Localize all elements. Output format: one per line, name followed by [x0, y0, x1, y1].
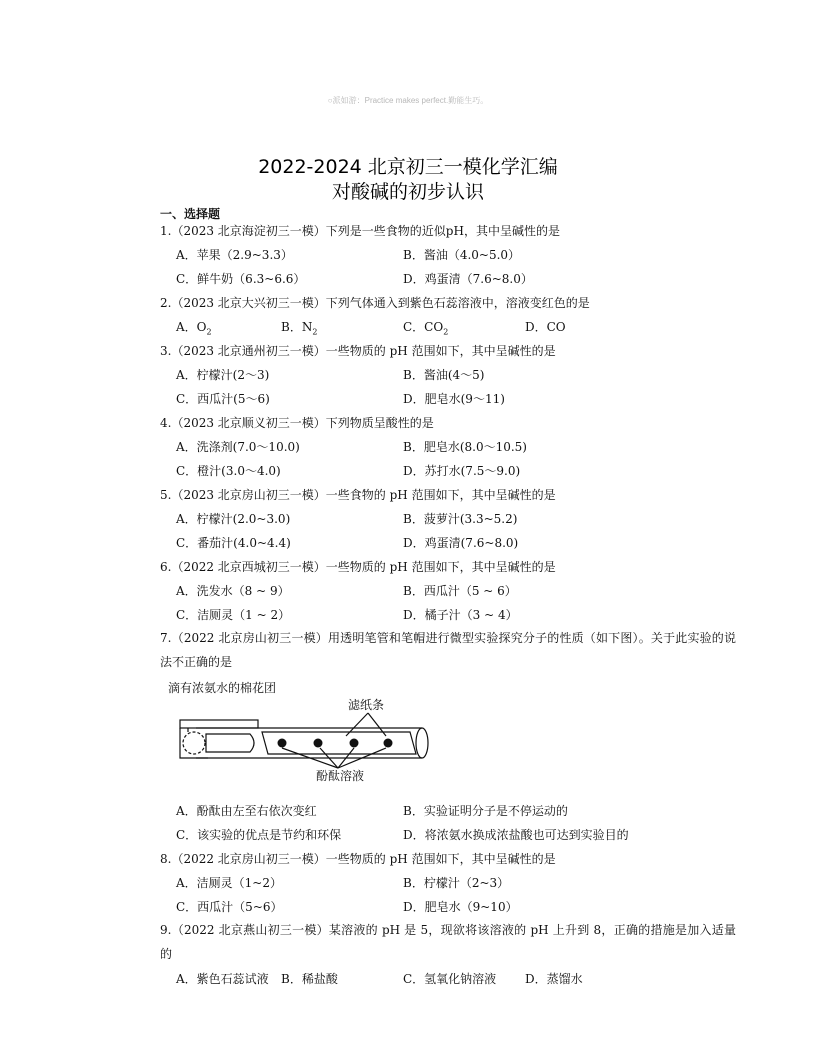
question-8-option-d: D．肥皂水（9~10） — [403, 900, 518, 914]
filter-strip-label: 滤纸条 — [348, 698, 385, 712]
question-1-stem: 1.（2023 北京海淀初三一模）下列是一些食物的近似pH，其中呈碱性的是 — [160, 224, 560, 238]
phenolphthalein-drop — [384, 739, 393, 748]
question-2-option-d: D．CO — [525, 320, 566, 334]
question-7-option-d: D．将浓氨水换成浓盐酸也可达到实验目的 — [403, 828, 629, 842]
question-6-option-b: B．西瓜汁（5 ~ 6） — [403, 584, 517, 598]
question-3-option-a: A．柠檬汁(2～3) — [176, 368, 270, 382]
phenolphthalein-drop — [278, 739, 287, 748]
question-6-option-d: D．橘子汁（3 ~ 4） — [403, 608, 518, 622]
question-1-option-c: C．鲜牛奶（6.3~6.6） — [176, 272, 306, 286]
question-9-option-c: C．氢氧化钠溶液 — [403, 972, 497, 986]
question-9-option-b: B．稀盐酸 — [281, 972, 338, 986]
question-4-option-a: A．洗涤剂(7.0～10.0) — [176, 440, 300, 454]
question-5-option-a: A．柠檬汁(2.0~3.0) — [176, 512, 291, 526]
pen-cap-clip — [180, 720, 258, 728]
question-1-option-d: D．鸡蛋清（7.6~8.0） — [403, 272, 533, 286]
question-8-stem: 8.（2022 北京房山初三一模）一些物质的 pH 范围如下，其中呈碱性的是 — [160, 852, 556, 866]
section-heading: 一、选择题 — [160, 207, 221, 221]
question-5-stem: 5.（2023 北京房山初三一模）一些食物的 pH 范围如下，其中呈碱性的是 — [160, 488, 556, 502]
question-9-option-d: D．蒸馏水 — [525, 972, 583, 986]
question-3-option-d: D．肥皂水(9～11) — [403, 392, 505, 406]
question-3-option-c: C．西瓜汁(5～6) — [176, 392, 270, 406]
cotton-ball — [183, 732, 205, 754]
question-1-option-a: A．苹果（2.9~3.3） — [176, 248, 293, 262]
question-4-option-b: B．肥皂水(8.0～10.5) — [403, 440, 527, 454]
question-5-option-d: D．鸡蛋清(7.6~8.0) — [403, 536, 519, 550]
question-2-option-c: C．$CO_2$ — [403, 320, 449, 337]
watermark: ○派如游：Practice makes perfect.勤能生巧。 — [327, 96, 489, 105]
question-4-option-c: C．橙汁(3.0～4.0) — [176, 464, 281, 478]
question-8-option-a: A．洁厕灵（1~2） — [176, 876, 282, 890]
question-4-stem: 4.（2023 北京顺义初三一模）下列物质呈酸性的是 — [160, 416, 434, 430]
pen-tip — [206, 734, 254, 752]
question-7-stem: 7.（2022 北京房山初三一模）用透明笔管和笔帽进行微型实验探究分子的性质（如下图）。关于此实验的说法不正确的是 — [160, 631, 736, 669]
question-6-option-c: C．洁厕灵（1 ~ 2） — [176, 608, 291, 622]
phenolphthalein-drop — [314, 739, 323, 748]
question-3-stem: 3.（2023 北京通州初三一模）一些物质的 pH 范围如下，其中呈碱性的是 — [160, 344, 556, 358]
question-6-option-a: A．洗发水（8 ~ 9） — [176, 584, 290, 598]
question-4-option-d: D．苏打水(7.5～9.0) — [403, 464, 521, 478]
question-6-stem: 6.（2022 北京西城初三一模）一些物质的 pH 范围如下，其中呈碱性的是 — [160, 560, 556, 574]
question-1-option-b: B．酱油（4.0~5.0） — [403, 248, 521, 262]
question-7-option-b: B．实验证明分子是不停运动的 — [403, 804, 568, 818]
question-5-option-c: C．番茄汁(4.0~4.4) — [176, 536, 291, 550]
cotton-label: 滴有浓氨水的棉花团 — [168, 681, 277, 695]
page-subtitle: 对酸碱的初步认识 — [331, 181, 484, 203]
question-7-option-c: C．该实验的优点是节约和环保 — [176, 828, 342, 842]
question-8-option-c: C．西瓜汁（5~6） — [176, 900, 283, 914]
question-2-option-a: A．$O_2$ — [176, 320, 212, 337]
question-9-stem: 9.（2022 北京燕山初三一模）某溶液的 pH 是 5，现欲将该溶液的 pH 上升到 8，正确的措施是加入适量的 — [160, 923, 736, 961]
page-title: 2022-2024 北京初三一模化学汇编 — [258, 156, 558, 178]
phenolphthalein-drop — [350, 739, 359, 748]
question-3-option-b: B．酱油(4～5) — [403, 368, 485, 382]
phenolphthalein-label: 酚酞溶液 — [316, 769, 365, 782]
experiment-diagram — [158, 676, 438, 786]
question-2-stem: 2.（2023 北京大兴初三一模）下列气体通入到紫色石蕊溶液中，溶液变红色的是 — [160, 296, 590, 310]
question-9-option-a: A．紫色石蕊试液 — [176, 972, 269, 986]
question-7-option-a: A．酚酞由左至右依次变红 — [176, 804, 317, 818]
question-2-option-b: B．$N_2$ — [281, 320, 318, 337]
question-8-option-b: B．柠檬汁（2~3） — [403, 876, 510, 890]
question-5-option-b: B．菠萝汁(3.3~5.2) — [403, 512, 518, 526]
